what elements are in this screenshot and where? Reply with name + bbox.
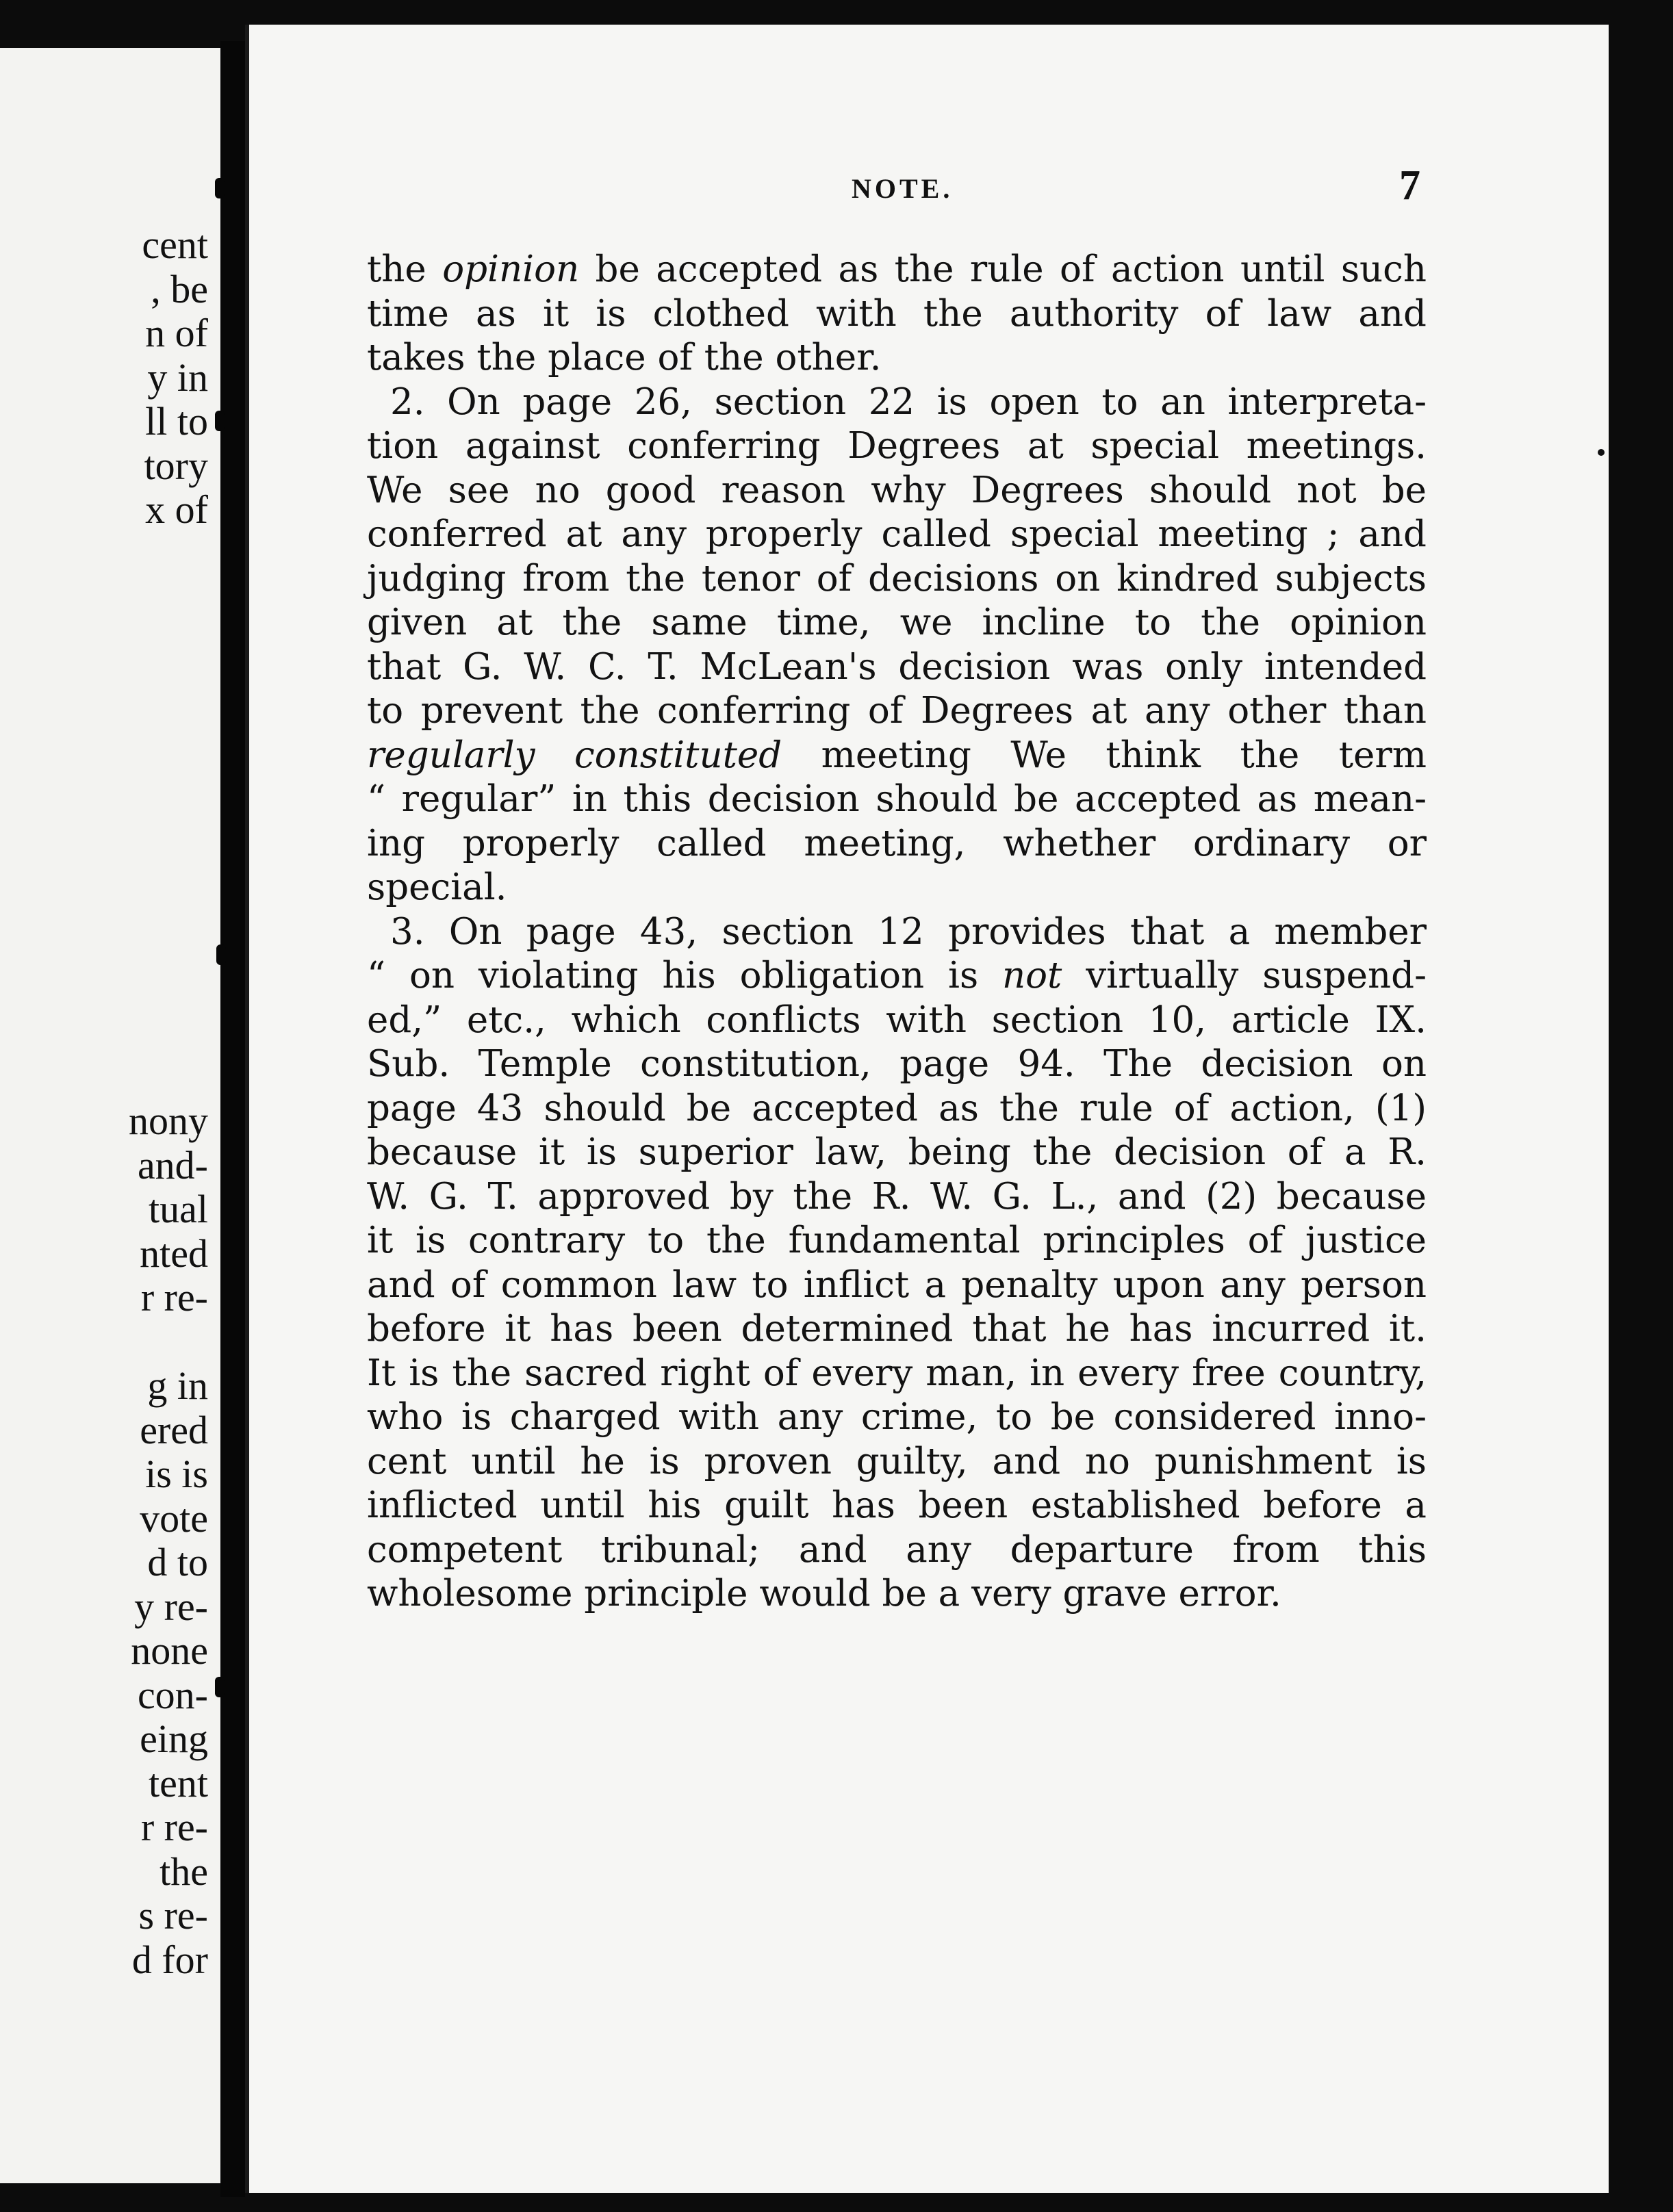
left-page-fragment: nony — [129, 1098, 208, 1143]
body-text — [367, 248, 1427, 1617]
text-line — [367, 866, 1427, 910]
left-page-top-fragments — [142, 223, 208, 532]
left-page-fragment: eing — [140, 1716, 208, 1761]
text-run: to prevent the conferring of Degrees at any other than — [367, 690, 1427, 732]
text-run: W. G. T. approved by the R. W. G. L., and (2) because — [367, 1175, 1427, 1218]
text-line — [367, 822, 1427, 866]
text-line — [367, 1396, 1427, 1440]
text-run: page 43 should be accepted as the rule of action, (1) — [367, 1087, 1427, 1129]
left-page-fragment: n of — [145, 311, 208, 355]
running-head — [249, 162, 1609, 209]
page-number: 7 — [1399, 162, 1420, 209]
left-page-fragment: cent — [142, 222, 208, 267]
text-run: inflicted until his guilt has been established before a — [367, 1484, 1427, 1526]
text-run: competent tribunal; and any departure from this — [367, 1528, 1427, 1571]
text-line — [367, 954, 1427, 999]
left-page-fragment — [129, 1320, 208, 1365]
text-run: cent until he is proven guilty, and no punishment is — [367, 1440, 1427, 1482]
left-page-fragment: d to — [147, 1540, 208, 1584]
text-run: be accepted as the rule of action until such — [579, 248, 1427, 290]
text-line — [367, 557, 1427, 602]
text-line — [367, 1352, 1427, 1396]
left-page-fragment: ered — [140, 1407, 208, 1452]
text-line — [367, 336, 1427, 381]
text-run: and of common law to inflict a penalty upon any person — [367, 1263, 1427, 1306]
text-line — [367, 1042, 1427, 1087]
text-line — [367, 777, 1427, 822]
left-page-fragment: y re- — [134, 1584, 208, 1629]
main-page — [245, 25, 1609, 2193]
text-run: special. — [367, 866, 507, 908]
text-line — [367, 1572, 1427, 1617]
text-run: meeting We think the term — [782, 734, 1427, 776]
text-run: time as it is clothed with the authority of law and — [367, 292, 1427, 335]
text-run: ing properly called meeting, whether ordinary or — [367, 822, 1427, 864]
left-page-fragment: none — [131, 1628, 208, 1673]
text-line — [367, 1087, 1427, 1131]
text-run: that G. W. C. T. McLean's decision was only intended — [367, 645, 1427, 688]
text-run: It is the sacred right of every man, in every free country, — [367, 1352, 1427, 1394]
text-run: tion against conferring Degrees at special meetings. — [367, 425, 1427, 467]
text-line — [367, 469, 1427, 513]
text-line — [367, 999, 1427, 1043]
text-line — [367, 910, 1427, 955]
text-run: given at the same time, we incline to the opinion — [367, 602, 1427, 643]
left-page-fragment: , be — [151, 266, 208, 311]
left-page-fragment: and- — [137, 1142, 208, 1187]
text-line — [367, 513, 1427, 557]
left-page-fragment: s re- — [138, 1893, 208, 1938]
left-page-fragment: tual — [149, 1187, 208, 1231]
text-run: judging from the tenor of decisions on kindred subjects — [367, 557, 1427, 600]
text-run: takes the place of the other. — [367, 337, 882, 378]
text-run: it is contrary to the fundamental principles of justice — [367, 1220, 1427, 1261]
text-run: wholesome principle would be a very grave error. — [367, 1573, 1281, 1615]
left-page-fragment: g in — [147, 1363, 208, 1408]
text-line — [367, 1484, 1427, 1528]
left-page-fragment: tent — [149, 1760, 208, 1805]
left-page-fragment: vote — [140, 1495, 208, 1541]
left-page-fragment: x of — [145, 487, 208, 532]
text-line — [367, 689, 1427, 734]
text-line — [367, 645, 1427, 690]
italic-text: regularly constituted — [367, 734, 782, 776]
text-line — [367, 1528, 1427, 1573]
text-line — [367, 292, 1427, 337]
italic-text: opinion — [442, 248, 580, 290]
text-line — [367, 601, 1427, 645]
left-page-fragment: y in — [147, 355, 208, 400]
left-page-fragment: is is — [145, 1452, 208, 1496]
text-line — [367, 1307, 1427, 1352]
left-page-fragment: r re- — [140, 1275, 208, 1320]
left-page-fragment: the — [159, 1849, 208, 1894]
text-run: because it is superior law, being the decision of a R. — [367, 1131, 1427, 1173]
text-run: 2. On page 26, section 22 is open to an interpreta- — [390, 381, 1427, 423]
left-page-fragment: d for — [131, 1937, 208, 1982]
left-page-fragment: ll to — [145, 399, 208, 443]
text-line — [367, 1440, 1427, 1484]
text-run: Sub. Temple constitution, page 94. The decision on — [367, 1043, 1427, 1085]
left-facing-page — [0, 48, 220, 2183]
text-line — [367, 424, 1427, 469]
running-head-title: NOTE. — [852, 173, 954, 204]
text-line — [367, 734, 1427, 778]
left-page-fragment: con- — [137, 1672, 208, 1717]
text-line — [367, 1219, 1427, 1263]
text-line — [367, 1131, 1427, 1175]
left-page-fragment: r re- — [140, 1805, 208, 1849]
text-line — [367, 248, 1427, 292]
left-page-bottom-fragments — [129, 1099, 208, 1982]
left-page-fragment: tory — [144, 443, 208, 488]
text-run: ed,” etc., which conflicts with section 10, article IX. — [367, 999, 1427, 1041]
text-run: We see no good reason why Degrees should not be — [367, 469, 1427, 511]
italic-text: not — [1002, 955, 1062, 996]
text-line — [367, 1263, 1427, 1308]
text-run: conferred at any properly called special meeting ; and — [367, 513, 1427, 555]
text-run: virtually suspend- — [1062, 955, 1427, 996]
text-run: before it has been determined that he has incurred it. — [367, 1308, 1427, 1350]
left-page-fragment: nted — [140, 1231, 208, 1276]
text-line — [367, 381, 1427, 425]
text-line — [367, 1175, 1427, 1220]
text-run: the — [367, 248, 443, 290]
text-run: who is charged with any crime, to be considered inno- — [367, 1396, 1427, 1438]
text-run: 3. On page 43, section 12 provides that a member — [390, 910, 1427, 953]
book-gutter — [220, 41, 245, 2197]
text-run: “ regular” in this decision should be accepted as mean- — [367, 778, 1427, 820]
text-run: “ on violating his obligation is — [367, 955, 1003, 996]
